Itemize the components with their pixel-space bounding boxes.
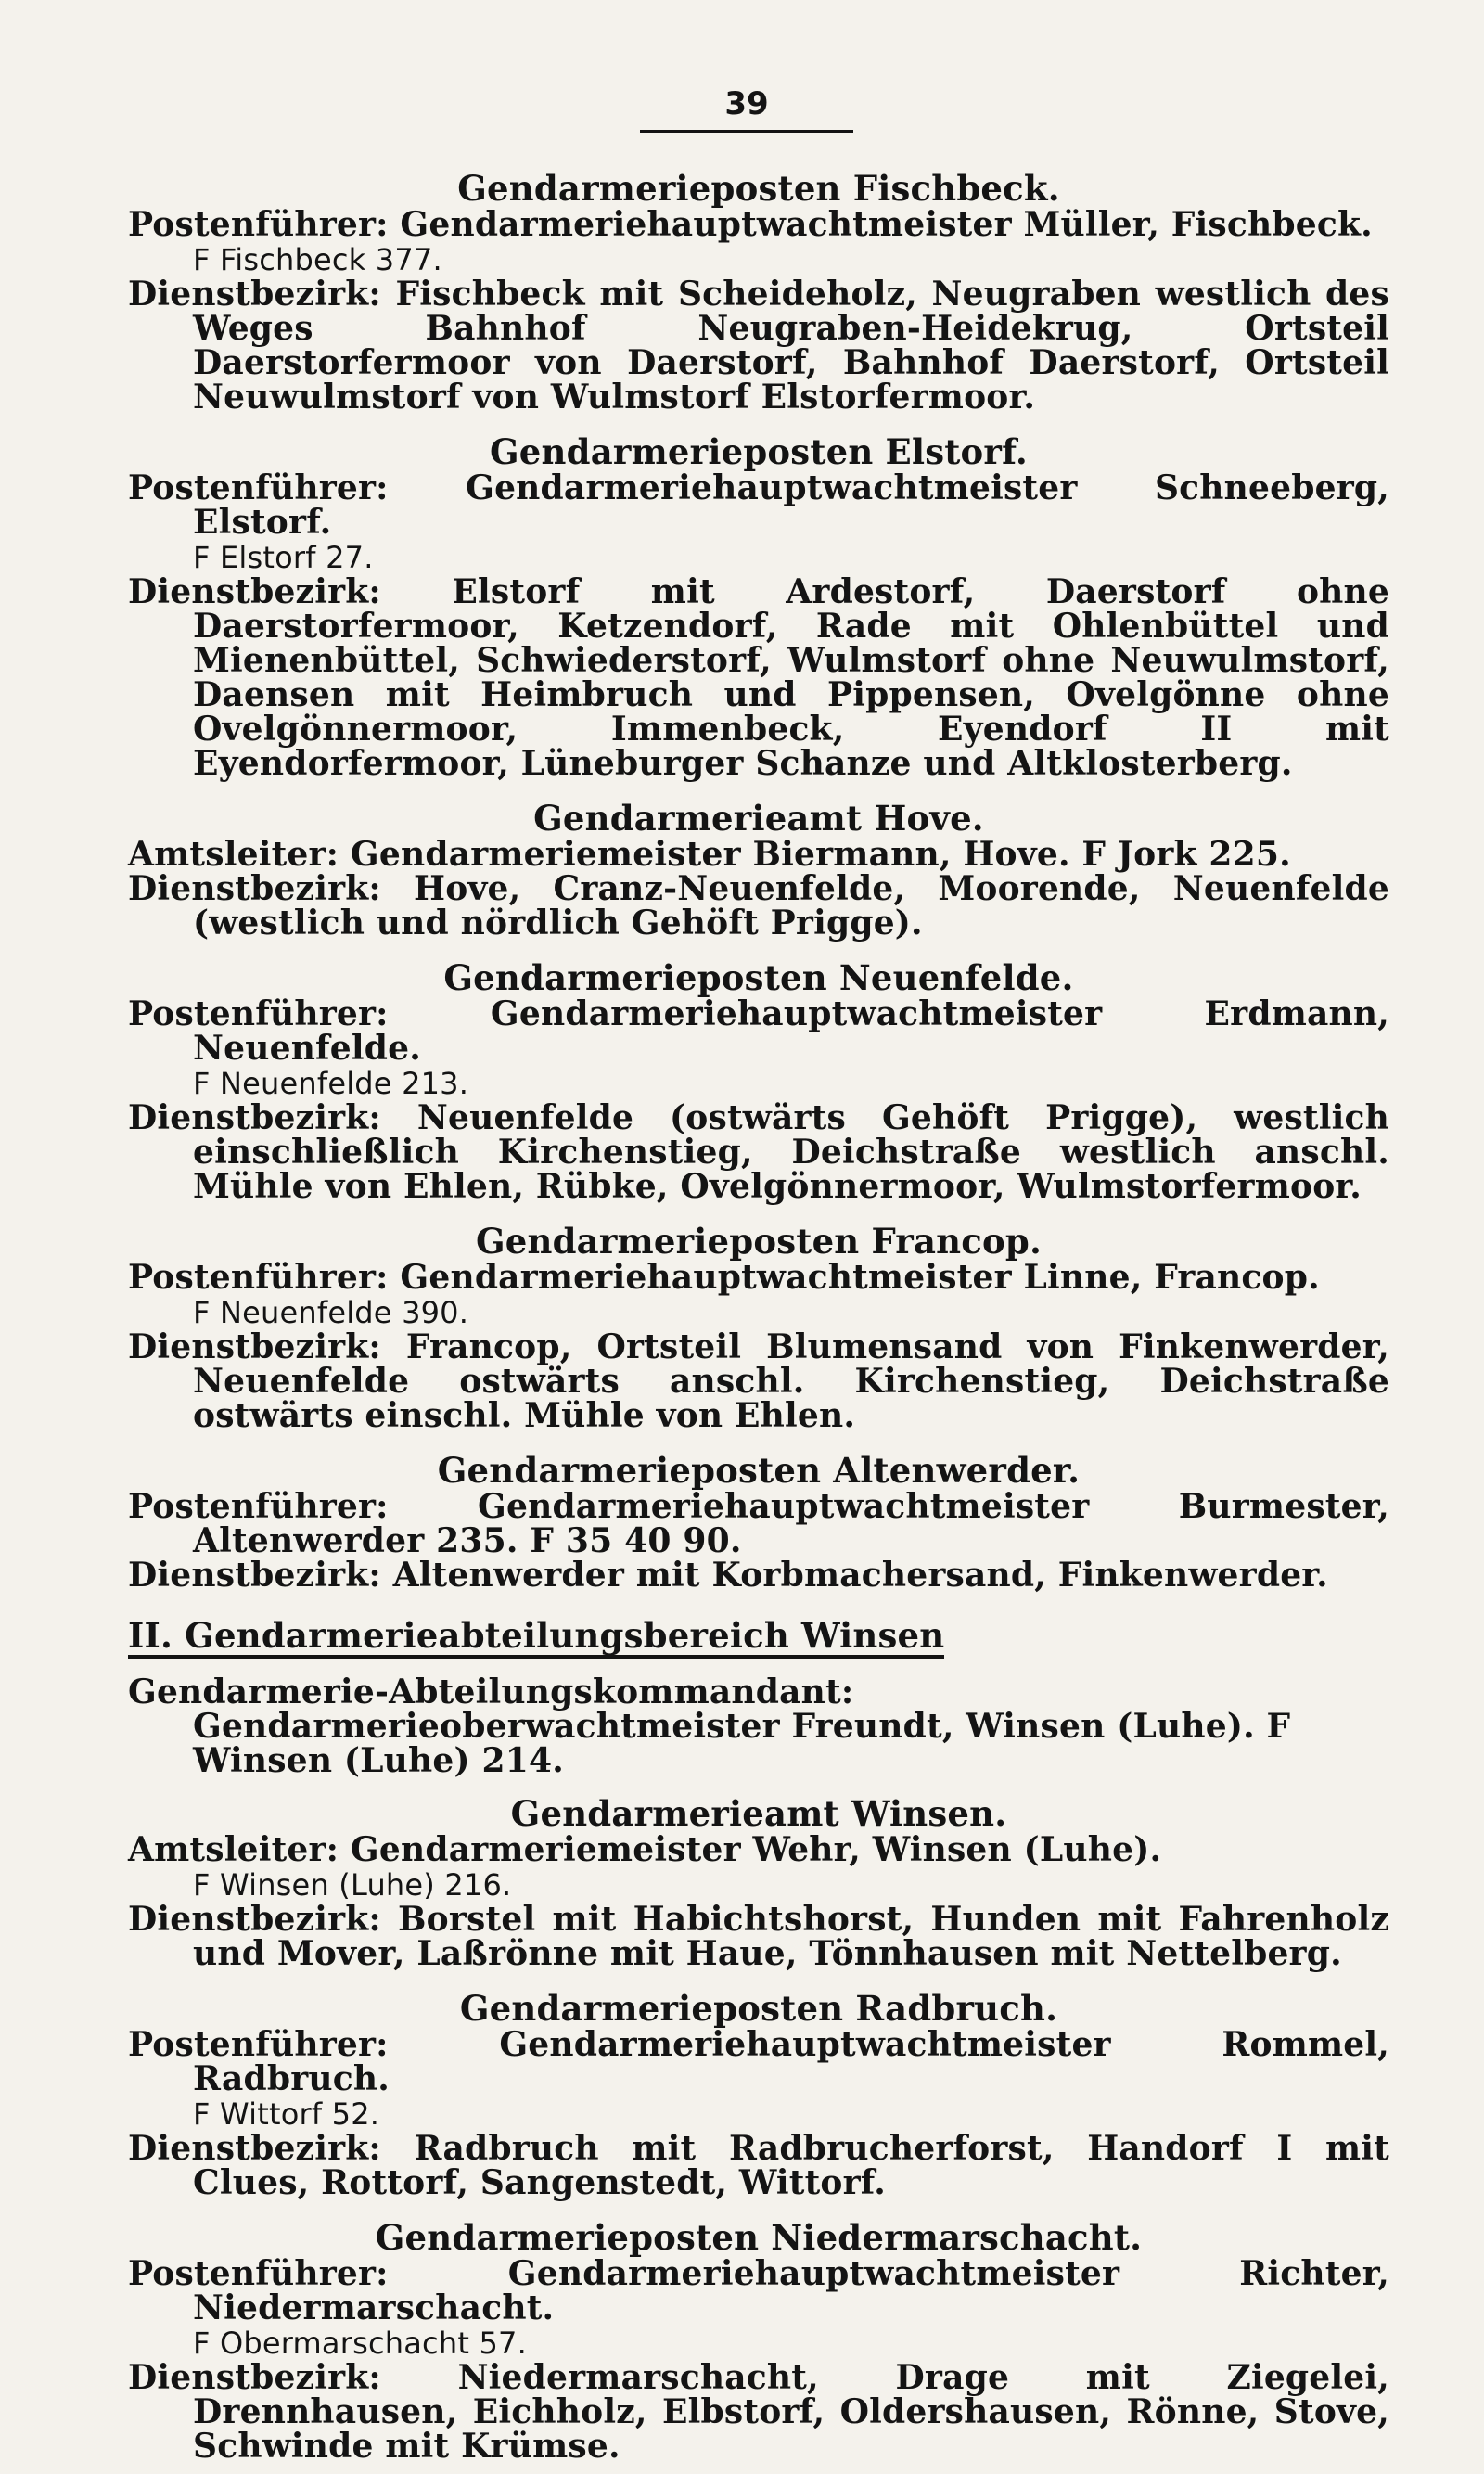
district-label: Dienstbezirk: xyxy=(128,869,381,908)
section-group-a xyxy=(128,168,1390,1595)
office-heading: Gendarmerieposten Francop. xyxy=(475,1221,1043,1262)
phone-entry xyxy=(128,242,1389,277)
district-entry xyxy=(128,572,1390,783)
office-heading: Gendarmerieamt Winsen. xyxy=(510,1793,1007,1834)
district-entry xyxy=(128,2129,1389,2202)
officer-text: Gendarmeriemeister Wehr, Winsen (Luhe). xyxy=(350,1830,1162,1869)
phone-entry xyxy=(128,1867,1389,1903)
officer-entry xyxy=(128,994,1390,1068)
district-label: Dienstbezirk: xyxy=(128,2129,381,2168)
office-heading: Gendarmerieposten Elstorf. xyxy=(490,431,1028,472)
officer-text: Gendarmeriemeister Biermann, Hove. F Jork 225. xyxy=(350,835,1291,874)
district-text: Borstel mit Habichtshorst, Hunden mit Fahrenholz und Mover, Laßrönne mit Haue, Tönnhausen mit Nettelberg. xyxy=(193,1900,1389,1973)
officer-entry xyxy=(128,1258,1389,1297)
officer-entry xyxy=(128,1830,1389,1869)
district-label: Dienstbezirk: xyxy=(128,275,381,314)
phone-number: F Neuenfelde 390. xyxy=(193,1295,469,1330)
district-text: Fischbeck mit Scheideholz, Neugraben westlich des Weges Bahnhof Neugraben-Heidekrug, Ortsteil Daerstorfermoor von Daerstorf, Bahnhof Daerstorf, Ortsteil Neuwulmstorf von Wulmstorf Elstorfermoor. xyxy=(193,275,1390,417)
district-label: Dienstbezirk: xyxy=(128,2358,381,2397)
district-entry xyxy=(128,869,1389,942)
office-heading: Gendarmerieposten Niedermarschacht. xyxy=(375,2217,1143,2258)
officer-text: Gendarmeriehauptwachtmeister Linne, Francop. xyxy=(400,1258,1320,1297)
officer-text: Gendarmeriehauptwachtmeister Rommel, Radbruch. xyxy=(193,2025,1390,2098)
office-section xyxy=(128,431,1390,783)
office-section xyxy=(128,1988,1390,2202)
office-heading: Gendarmerieposten Radbruch. xyxy=(459,1988,1058,2029)
chapter-commander xyxy=(128,1675,1389,1778)
office-section xyxy=(128,1450,1389,1595)
district-text: Altenwerder mit Korbmachersand, Finkenwerder. xyxy=(392,1556,1328,1595)
officer-entry xyxy=(128,205,1389,244)
officer-text: Gendarmeriehauptwachtmeister Burmester, Altenwerder 235. F 35 40 90. xyxy=(193,1487,1389,1560)
officer-label: Amtsleiter: xyxy=(128,1830,339,1869)
district-entry xyxy=(128,277,1389,415)
office-heading: Gendarmerieamt Hove. xyxy=(533,798,984,839)
phone-entry xyxy=(128,1295,1389,1330)
phone-entry xyxy=(128,2096,1389,2132)
district-label: Dienstbezirk: xyxy=(128,1327,381,1366)
district-entry xyxy=(128,1327,1389,1435)
page-content xyxy=(128,168,1390,2474)
officer-entry xyxy=(128,2025,1390,2098)
officer-label: Postenführer: xyxy=(128,468,389,507)
section-group-b xyxy=(128,1793,1390,2466)
district-label: Dienstbezirk: xyxy=(128,1098,381,1137)
page-number: 39 xyxy=(724,85,769,122)
phone-number: F Fischbeck 377. xyxy=(193,242,442,277)
phone-entry xyxy=(128,1066,1389,1101)
officer-text: Gendarmeriehauptwachtmeister Schneeberg, Elstorf. xyxy=(193,468,1389,542)
office-section xyxy=(128,957,1390,1206)
district-text: Francop, Ortsteil Blumensand von Finkenwerder, Neuenfelde ostwärts anschl. Kirchenstieg, Deichstraße ostwärts einschl. Mühle von Ehlen. xyxy=(193,1327,1389,1435)
district-entry xyxy=(128,1098,1390,1206)
phone-number: F Obermarschacht 57. xyxy=(193,2326,527,2361)
district-label: Dienstbezirk: xyxy=(128,1556,381,1595)
phone-number: F Elstorf 27. xyxy=(193,540,374,575)
officer-entry xyxy=(128,1487,1389,1560)
page-number-rule xyxy=(640,130,853,133)
office-section xyxy=(128,2217,1389,2466)
phone-entry xyxy=(128,540,1389,575)
commander-label: Gendarmerie-Abteilungskommandant: xyxy=(128,1673,854,1711)
district-entry xyxy=(128,1900,1389,1973)
officer-label: Postenführer: xyxy=(128,1487,389,1526)
officer-label: Postenführer: xyxy=(128,2025,389,2064)
officer-text: Gendarmeriehauptwachtmeister Erdmann, Neuenfelde. xyxy=(193,994,1390,1068)
phone-entry xyxy=(128,2326,1389,2361)
officer-label: Postenführer: xyxy=(128,205,389,244)
office-section xyxy=(128,168,1390,417)
officer-text: Gendarmeriehauptwachtmeister Richter, Niedermarschacht. xyxy=(193,2254,1389,2327)
officer-entry xyxy=(128,468,1389,542)
district-entry xyxy=(128,2358,1389,2466)
office-heading: Gendarmerieposten Altenwerder. xyxy=(437,1450,1081,1491)
phone-number: F Neuenfelde 213. xyxy=(193,1066,469,1101)
office-section xyxy=(128,798,1389,942)
phone-number: F Wittorf 52. xyxy=(193,2096,380,2132)
office-heading: Gendarmerieposten Fischbeck. xyxy=(457,168,1060,209)
office-heading: Gendarmerieposten Neuenfelde. xyxy=(443,957,1074,998)
officer-text: Gendarmeriehauptwachtmeister Müller, Fischbeck. xyxy=(400,205,1373,244)
officer-label: Amtsleiter: xyxy=(128,835,339,874)
district-text: Neuenfelde (ostwärts Gehöft Prigge), westlich einschließlich Kirchenstieg, Deichstraße westlich anschl. Mühle von Ehlen, Rübke, Ovelgönnermoor, Wulmstorfermoor. xyxy=(193,1098,1390,1206)
district-text: Radbruch mit Radbrucherforst, Handorf I mit Clues, Rottorf, Sangenstedt, Wittorf. xyxy=(193,2129,1389,2202)
officer-label: Postenführer: xyxy=(128,994,389,1033)
phone-number: F Winsen (Luhe) 216. xyxy=(193,1867,512,1903)
officer-label: Postenführer: xyxy=(128,1258,389,1297)
chapter-heading: II. Gendarmerieabteilungsbereich Winsen xyxy=(128,1619,944,1659)
district-entry xyxy=(128,1558,1389,1593)
district-label: Dienstbezirk: xyxy=(128,572,381,611)
commander-text: Gendarmerieoberwachtmeister Freundt, Winsen (Luhe). F Winsen (Luhe) 214. xyxy=(193,1707,1291,1780)
office-section xyxy=(128,1793,1389,1973)
office-section xyxy=(128,1221,1389,1435)
district-label: Dienstbezirk: xyxy=(128,1900,381,1939)
district-text: Hove, Cranz-Neuenfelde, Moorende, Neuenfelde (westlich und nördlich Gehöft Prigge). xyxy=(193,869,1389,942)
officer-entry xyxy=(128,835,1389,874)
officer-label: Postenführer: xyxy=(128,2254,389,2293)
district-text: Niedermarschacht, Drage mit Ziegelei, Drennhausen, Eichholz, Elbstorf, Oldershausen, Rönne, Stove, Schwinde mit Krümse. xyxy=(193,2358,1389,2466)
officer-entry xyxy=(128,2254,1389,2327)
district-text: Elstorf mit Ardestorf, Daerstorf ohne Daerstorfermoor, Ketzendorf, Rade mit Ohlenbüttel und Mienenbüttel, Schwiederstorf, Wulmstorf ohne Neuwulmstorf, Daensen mit Heimbruch und Pippensen, Ovelgönne ohne Ovelgönnermoor, Immenbeck, Eyendorf II mit Eyendorfermoor, Lüneburger Schanze und Altklosterberg. xyxy=(193,572,1390,783)
